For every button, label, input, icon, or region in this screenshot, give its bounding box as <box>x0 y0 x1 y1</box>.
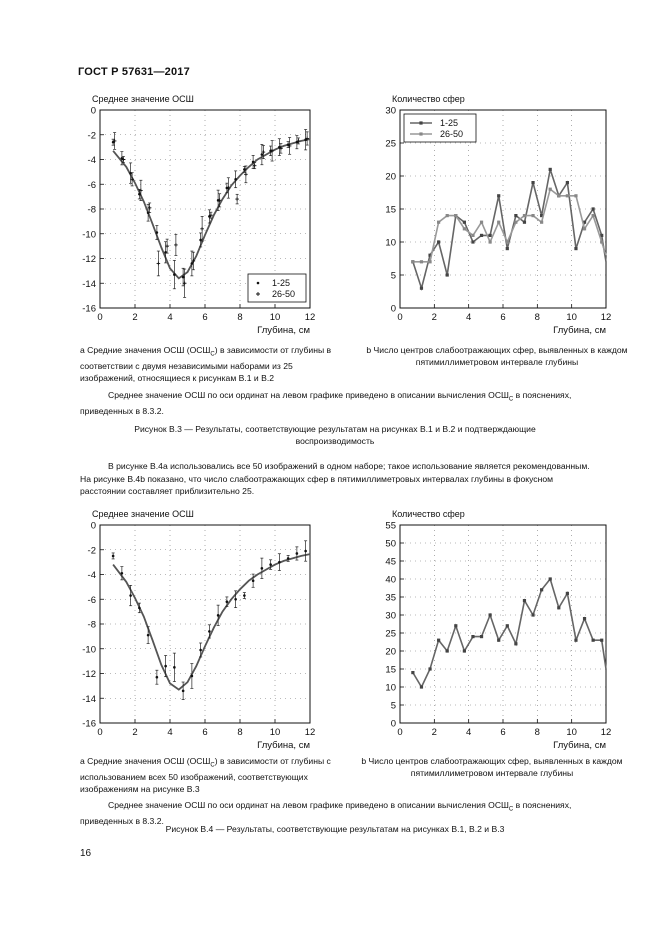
series-marker <box>506 247 509 250</box>
data-point <box>243 593 246 599</box>
data-point <box>113 133 117 150</box>
data-point <box>190 664 193 689</box>
series-marker <box>454 214 457 217</box>
marker-dot <box>147 634 150 637</box>
plot-frame <box>400 525 606 723</box>
series-marker <box>566 592 569 595</box>
legend-marker <box>419 132 422 135</box>
x-tick-label: 2 <box>132 312 138 323</box>
legend-label: 1-25 <box>440 118 459 128</box>
y-tick-label: -12 <box>82 669 96 680</box>
series-marker <box>489 240 492 243</box>
series-marker <box>471 240 474 243</box>
marker-dot <box>261 567 264 570</box>
x-tick-label: 4 <box>466 312 472 323</box>
y-tick-label: 50 <box>385 538 396 550</box>
series-marker <box>480 635 483 638</box>
y-tick-label: -12 <box>82 254 96 265</box>
data-point <box>190 251 193 276</box>
marker-dot <box>112 555 115 558</box>
chart-title: Количество сфер <box>392 94 465 104</box>
series-marker <box>600 240 603 243</box>
fig3-caption-a: a Средние значения ОСШ $(ОСШ_С)$ в зависимости от глубины в соответствии с двумя независимыми наборами из 25 изображений, относящиеся к рисункам В.1 и В.2 <box>80 345 332 383</box>
marker-dot <box>199 649 202 652</box>
legend <box>248 274 306 302</box>
data-point <box>288 137 292 154</box>
y-tick-label: -6 <box>87 594 96 606</box>
data-point <box>155 670 158 684</box>
x-tick-label: 8 <box>237 727 243 738</box>
x-tick-label: 0 <box>397 312 403 323</box>
y-tick-label: 20 <box>385 646 396 658</box>
y-tick-label: 30 <box>385 610 396 622</box>
series-marker <box>463 649 466 652</box>
y-tick-label: -16 <box>82 718 96 730</box>
x-axis-label: Глубина, см <box>553 325 606 336</box>
marker-dot <box>173 273 176 276</box>
y-tick-label: 0 <box>90 105 96 117</box>
y-tick-label: 15 <box>385 664 396 676</box>
series-marker <box>446 649 449 652</box>
y-tick-label: -10 <box>82 644 96 656</box>
marker-dot <box>243 594 246 597</box>
y-tick-label: -10 <box>82 229 96 241</box>
x-tick-label: 0 <box>397 727 403 738</box>
series-marker <box>480 234 483 237</box>
y-tick-label: 0 <box>390 303 396 315</box>
data-point <box>304 541 307 561</box>
x-tick-label: 0 <box>97 312 103 323</box>
y-tick-label: 10 <box>385 682 396 694</box>
marker-dot <box>199 239 202 242</box>
series-line <box>413 169 606 288</box>
page-number: 16 <box>80 848 92 859</box>
series-marker <box>437 221 440 224</box>
marker-dot <box>296 552 299 555</box>
x-axis-label: Глубина, см <box>257 740 310 751</box>
data-point <box>304 130 307 150</box>
marker-dot <box>269 563 272 566</box>
y-tick-label: -2 <box>87 545 96 557</box>
series-marker <box>549 577 552 580</box>
data-point <box>234 171 237 188</box>
x-tick-label: 6 <box>500 727 506 738</box>
series-marker <box>566 194 569 197</box>
fig3-note: Среднее значение ОСШ по оси ординат на левом графике приведено в описании вычисления $ОСШ_С$ в пояснениях, приведенных в 8.3.2. <box>80 390 572 417</box>
marker-dot <box>191 262 194 265</box>
fig4-note: Среднее значение ОСШ по оси ординат на левом графике приведено в описании вычисления $ОСШ_С$ в пояснениях, приведенных в 8.3.2. <box>80 800 572 827</box>
series-marker <box>523 214 526 217</box>
legend-marker <box>419 121 422 124</box>
y-tick-label: 10 <box>385 237 396 249</box>
y-tick-label: 25 <box>385 628 396 640</box>
fig4-caption-a: a Средние значения ОСШ $(ОСШ_С)$ в зависимости от глубины с использованием всех 50 изображений, соответствующих изображениям на рисунке В.3 <box>80 756 331 794</box>
marker-dot <box>304 550 307 553</box>
marker-plus <box>244 173 248 177</box>
legend-marker-dot <box>257 282 260 285</box>
y-tick-label: 55 <box>385 520 396 532</box>
y-tick-label: -2 <box>87 130 96 142</box>
marker-dot <box>129 172 132 175</box>
series-marker <box>531 214 534 217</box>
marker-dot <box>173 666 176 669</box>
x-tick-label: 8 <box>534 312 540 323</box>
y-tick-label: -14 <box>82 278 96 290</box>
series-marker <box>506 240 509 243</box>
y-tick-label: 35 <box>385 592 396 604</box>
series-marker <box>454 624 457 627</box>
y-tick-label: 0 <box>390 718 396 730</box>
series-marker <box>531 613 534 616</box>
x-axis-label: Глубина, см <box>553 740 606 751</box>
data-point <box>270 141 274 161</box>
series-marker <box>566 181 569 184</box>
marker-plus <box>157 262 161 266</box>
y-tick-label: -4 <box>87 155 96 166</box>
data-point <box>260 144 263 164</box>
x-tick-label: 4 <box>167 727 173 738</box>
series-marker <box>446 214 449 217</box>
series-marker <box>574 247 577 250</box>
series-marker <box>514 214 517 217</box>
y-tick-label: 0 <box>90 520 96 532</box>
series-marker <box>549 168 552 171</box>
series-marker <box>583 227 586 230</box>
series-marker <box>497 639 500 642</box>
marker-dot <box>138 193 141 196</box>
data-point <box>235 194 239 204</box>
data-point <box>173 260 176 288</box>
series-marker <box>489 234 492 237</box>
series-marker <box>471 234 474 237</box>
marker-dot <box>226 600 229 603</box>
series-marker <box>592 214 595 217</box>
x-tick-label: 10 <box>269 727 281 738</box>
marker-dot <box>129 594 132 597</box>
series-marker <box>540 588 543 591</box>
x-axis-label: Глубина, см <box>257 325 310 336</box>
series-marker <box>420 685 423 688</box>
series-marker <box>489 613 492 616</box>
series-marker <box>463 227 466 230</box>
marker-dot <box>261 153 264 156</box>
marker-dot <box>156 231 159 234</box>
y-tick-label: -4 <box>87 570 96 581</box>
x-tick-label: 12 <box>600 727 612 738</box>
fig3-caption-b: b Число центров слабоотражающих сфер, выявленных в каждом пятимиллиметровом интервале глубины <box>366 345 628 367</box>
chart-b3b <box>360 90 630 340</box>
series-marker <box>497 194 500 197</box>
marker-dot <box>234 178 237 181</box>
series-marker <box>471 635 474 638</box>
series-marker <box>437 639 440 642</box>
x-tick-label: 0 <box>97 727 103 738</box>
y-tick-label: 40 <box>385 574 396 586</box>
data-point <box>260 558 263 578</box>
series-marker <box>428 667 431 670</box>
x-tick-label: 10 <box>269 312 281 323</box>
data-point <box>174 234 178 255</box>
y-tick-label: 45 <box>385 556 396 568</box>
y-tick-label: 5 <box>390 270 396 282</box>
series-marker <box>574 639 577 642</box>
x-tick-label: 2 <box>431 312 437 323</box>
y-tick-label: -16 <box>82 303 96 315</box>
fig4-title: Рисунок В.4 — Результаты, соответствующие результатам на рисунках В.1, В.2 и В.3 <box>165 824 505 834</box>
series-marker <box>583 617 586 620</box>
series-marker <box>549 188 552 191</box>
marker-dot <box>208 630 211 633</box>
series-marker <box>531 181 534 184</box>
legend <box>404 114 476 142</box>
marker-dot <box>278 561 281 564</box>
marker-dot <box>164 665 167 668</box>
x-tick-label: 2 <box>431 727 437 738</box>
y-tick-label: 25 <box>385 138 396 150</box>
series-line <box>413 189 606 262</box>
series-marker <box>428 260 431 263</box>
series-marker <box>497 221 500 224</box>
marker-dot <box>234 598 237 601</box>
series-marker <box>480 221 483 224</box>
y-tick-label: 15 <box>385 204 396 216</box>
series-marker <box>557 606 560 609</box>
series-marker <box>592 639 595 642</box>
series-marker <box>437 240 440 243</box>
series-marker <box>523 221 526 224</box>
series-marker <box>463 221 466 224</box>
marker-dot <box>252 579 255 582</box>
x-tick-label: 12 <box>600 312 612 323</box>
marker-dot <box>243 168 246 171</box>
marker-dot <box>182 690 185 693</box>
marker-dot <box>182 276 185 279</box>
x-tick-label: 4 <box>466 727 472 738</box>
fig3-title: Рисунок В.3 — Результаты, соответствующие результатам на рисунках В.1 и В.2 и подтверждающие воспроизводимость <box>134 424 536 446</box>
y-tick-label: 5 <box>390 700 396 712</box>
series-marker <box>420 260 423 263</box>
chart-title: Среднее значение ОСШ <box>92 509 194 519</box>
body-paragraph: В рисунке В.4a использовались все 50 изображений в одном наборе; такое использование является рекомендованным. На рисунке В.4b показано, что число слабоотражающих сфер в пятимиллиметровых интервалах глубины в фокусном расстоянии составляет приблизительно 25. <box>80 461 590 496</box>
document-header: ГОСТ Р 57631—2017 <box>78 66 190 78</box>
chart-title: Среднее значение ОСШ <box>92 94 194 104</box>
data-point <box>295 136 298 149</box>
y-tick-label: -8 <box>87 204 96 216</box>
y-tick-label: -6 <box>87 179 96 191</box>
series-marker <box>411 260 414 263</box>
marker-plus <box>174 243 178 247</box>
series-marker <box>411 671 414 674</box>
data-point <box>278 554 281 571</box>
data-point <box>173 653 176 681</box>
series-marker <box>592 207 595 210</box>
series-marker <box>574 194 577 197</box>
marker-plus <box>235 197 239 201</box>
legend-label: 26-50 <box>440 129 464 139</box>
x-tick-label: 8 <box>237 312 243 323</box>
x-tick-label: 12 <box>304 727 316 738</box>
chart-b4a <box>70 505 330 755</box>
marker-dot <box>121 572 124 575</box>
series-marker <box>600 639 603 642</box>
series-marker <box>523 599 526 602</box>
data-point <box>112 553 115 559</box>
x-tick-label: 6 <box>500 312 506 323</box>
x-tick-label: 10 <box>566 727 577 738</box>
y-tick-label: -8 <box>87 619 96 631</box>
legend-label: 1-25 <box>272 278 291 288</box>
y-tick-label: 30 <box>385 105 396 117</box>
data-point <box>227 178 231 198</box>
marker-plus <box>200 227 204 231</box>
x-tick-label: 6 <box>202 727 208 738</box>
x-tick-label: 8 <box>534 727 540 738</box>
chart-title: Количество сфер <box>392 509 465 519</box>
y-tick-label: -14 <box>82 693 96 705</box>
x-tick-label: 2 <box>132 727 138 738</box>
marker-dot <box>138 607 141 610</box>
series-marker <box>540 221 543 224</box>
series-marker <box>420 287 423 290</box>
marker-dot <box>191 675 194 678</box>
x-tick-label: 12 <box>304 312 316 323</box>
fig4-caption-b: b Число центров слабоотражающих сфер, выявленных в каждом пятимиллиметровом интервале глубины <box>361 756 623 778</box>
x-tick-label: 4 <box>167 312 173 323</box>
marker-dot <box>217 614 220 617</box>
marker-dot <box>287 557 290 560</box>
series-marker <box>506 624 509 627</box>
series-marker <box>514 221 517 224</box>
series-marker <box>446 273 449 276</box>
series-marker <box>514 642 517 645</box>
series-line <box>413 579 606 687</box>
y-tick-label: 20 <box>385 171 396 183</box>
data-point <box>157 251 161 276</box>
series-marker <box>557 194 560 197</box>
chart-b4b <box>360 505 630 755</box>
x-tick-label: 6 <box>202 312 208 323</box>
data-point <box>287 142 290 148</box>
marker-dot <box>156 676 159 679</box>
x-tick-label: 10 <box>566 312 577 323</box>
legend-label: 26-50 <box>272 289 296 299</box>
chart-b3a <box>70 90 330 340</box>
